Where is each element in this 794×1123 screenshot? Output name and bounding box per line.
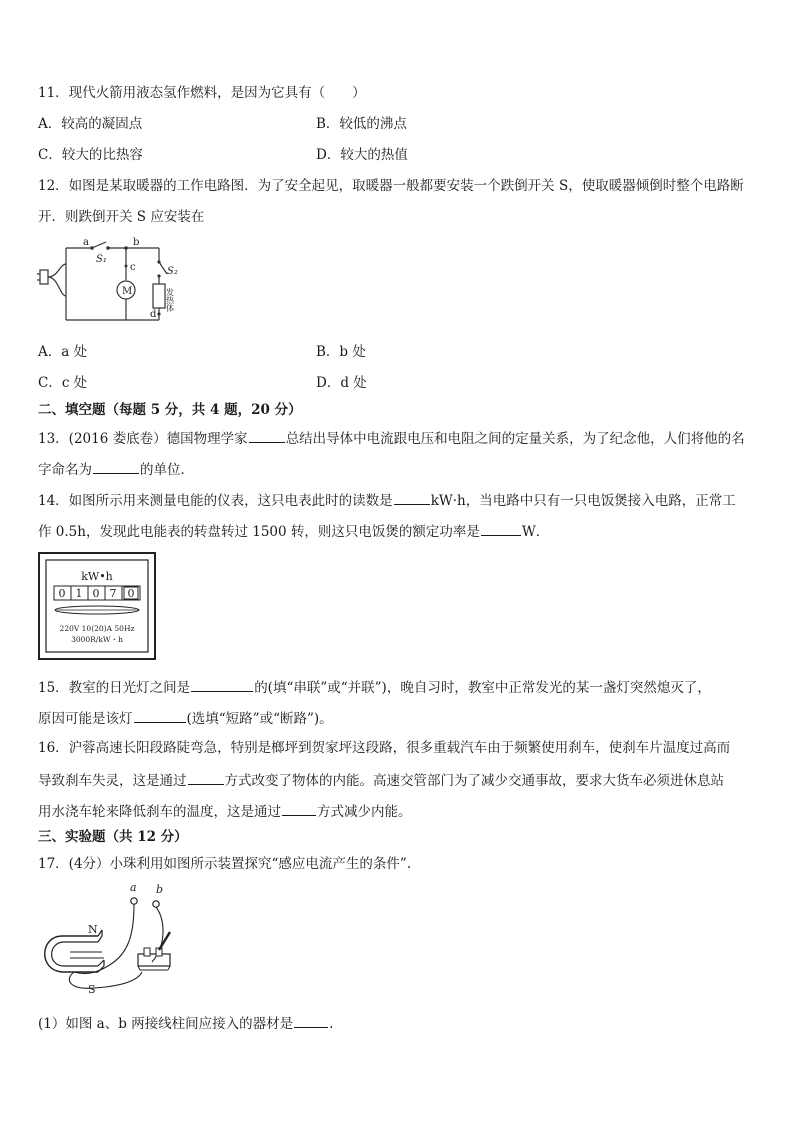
q12-option-b: B．b 处 — [316, 344, 366, 360]
q16-text: 方式减少内能。 — [317, 804, 412, 820]
label-s1: S₁ — [96, 254, 107, 265]
meter-digit-2: 1 — [75, 587, 83, 600]
q11-stem: 11．现代火箭用液态氢作燃料，是因为它具有（ ） — [38, 85, 366, 101]
label-motor: M — [122, 286, 133, 297]
q15-blank-2[interactable] — [134, 708, 186, 723]
q11-option-a: A．较高的凝固点 — [38, 116, 143, 132]
q16-text: 用水浇车轮来降低刹车的温度，这是通过 — [38, 804, 281, 820]
meter-digit-4: 7 — [109, 587, 117, 600]
label-c: c — [130, 262, 136, 273]
q12-stem-line1: 12．如图是某取暖器的工作电路图．为了安全起见，取暖器一般都要安装一个跌倒开关 S，使取暖器倾倒时整个电路断 — [38, 178, 744, 194]
q16-line3 — [38, 801, 412, 821]
q13-line2 — [38, 459, 194, 479]
q15-blank-1[interactable] — [191, 677, 253, 692]
label-d: d — [150, 309, 157, 320]
q15-line2 — [38, 708, 333, 728]
electric-meter-figure — [38, 552, 156, 660]
meter-unit: kW•h — [81, 570, 113, 583]
q14-text: kW·h，当电路中只有一只电饭煲接入电路，正常工 — [430, 493, 736, 509]
label-b: b — [133, 237, 140, 248]
q12-option-d: D．d 处 — [316, 375, 367, 391]
q11-option-d: D．较大的热值 — [316, 147, 408, 163]
magnet-n-label: N — [88, 923, 98, 936]
q12-stem-line2: 开．则跌倒开关 S 应安装在 — [38, 209, 205, 225]
q12-option-c: C．c 处 — [38, 375, 88, 391]
label-s2: S₂ — [167, 266, 178, 277]
q14-line1 — [38, 490, 736, 510]
q17-text: (1）如图 a、b 两接线柱间应接入的器材是 — [38, 1016, 294, 1032]
q15-text: 的(填“串联”或“并联”)，晚自习时，教室中正常发光的某一盏灯突然熄灭了， — [254, 680, 711, 696]
q13-blank-2[interactable] — [93, 459, 139, 474]
q13-text: 13．(2016 娄底卷）德国物理学家 — [38, 431, 248, 447]
q17-blank-1[interactable] — [294, 1013, 328, 1028]
meter-digit-3: 0 — [92, 587, 100, 600]
q17-text: . — [329, 1016, 334, 1032]
q16-line2 — [38, 770, 724, 790]
q11-option-c: C．较大的比热容 — [38, 147, 143, 163]
q16-text: 方式改变了物体的内能。高速交管部门为了减少交通事故，要求大货车必须进休息站 — [224, 773, 724, 789]
q14-text: W． — [521, 524, 550, 540]
meter-digit-5: 0 — [127, 587, 135, 600]
q14-text: 14．如图所示用来测量电能的仪表，这只电表此时的读数是 — [38, 493, 393, 509]
q13-text: 总结出导体中电流跟电压和电阻之间的定量关系，为了纪念他，人们将他的名 — [285, 431, 745, 447]
q13-text: 字命名为 — [38, 462, 92, 478]
label-heater: 发热体 — [165, 288, 175, 312]
q14-line2 — [38, 521, 549, 541]
terminal-a-label: a — [130, 881, 137, 894]
label-a: a — [83, 237, 89, 248]
magnet-s-label: S — [88, 983, 96, 996]
terminal-b-label: b — [156, 883, 164, 896]
q16-blank-2[interactable] — [282, 801, 316, 816]
q12-option-a: A．a 处 — [38, 344, 88, 360]
induction-experiment-figure — [34, 880, 184, 998]
switch-lever — [159, 932, 170, 950]
q16-text: 导致刹车失灵，这是通过 — [38, 773, 187, 789]
q15-line1 — [38, 677, 711, 697]
meter-spec-revs: 3000R/kW・h — [71, 635, 123, 644]
q13-text: 的单位． — [140, 462, 194, 478]
heater-circuit-diagram — [36, 236, 196, 332]
meter-digit-1: 0 — [58, 587, 66, 600]
q17-stem: 17．(4分）小珠利用如图所示装置探究“感应电流产生的条件”. — [38, 856, 412, 872]
q14-text: 作 0.5h，发现此电能表的转盘转过 1500 转，则这只电饭煲的额定功率是 — [38, 524, 480, 540]
q16-blank-1[interactable] — [188, 770, 224, 785]
q13-line1 — [38, 428, 745, 448]
section-fill-in-title: 二、填空题（每题 5 分，共 4 题，20 分） — [38, 402, 302, 418]
section-experiment-title: 三、实验题（共 12 分） — [38, 829, 188, 845]
q16-line1: 16．沪蓉高速长阳段路陡弯急，特别是榔坪到贺家坪这段路，很多重载汽车由于频繁使用刹车，使刹车片温度过高而 — [38, 740, 731, 756]
q15-text: 原因可能是该灯 — [38, 711, 133, 727]
meter-spec-rating: 220V 10(20)A 50Hz — [59, 624, 135, 633]
q14-blank-1[interactable] — [394, 490, 430, 505]
q15-text: (选填“短路”或“断路”)。 — [186, 711, 333, 727]
q17-sub1 — [38, 1013, 333, 1033]
q15-text: 15．教室的日光灯之间是 — [38, 680, 191, 696]
q13-blank-1[interactable] — [249, 428, 285, 443]
q14-blank-2[interactable] — [481, 521, 521, 536]
q11-option-b: B．较低的沸点 — [316, 116, 407, 132]
